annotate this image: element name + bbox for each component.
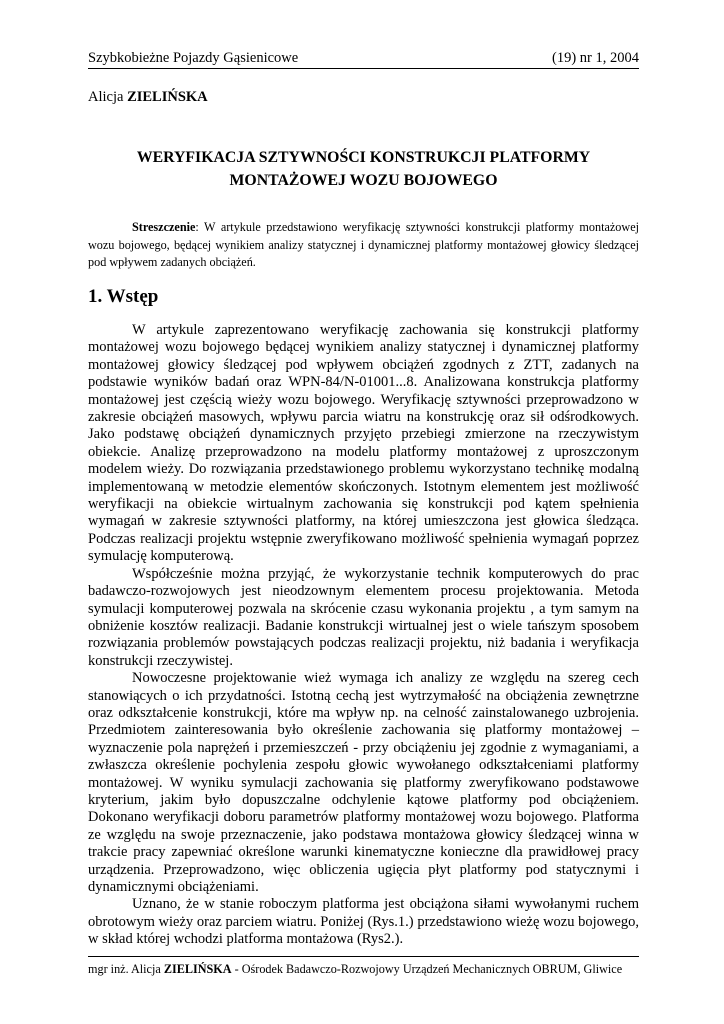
- issue-number: (19) nr 1, 2004: [552, 50, 639, 66]
- section-heading: 1. Wstęp: [88, 286, 159, 307]
- abstract-text: : W artykule przedstawiono weryfikację sztywności konstrukcji platformy montażowej wozu bojowego, będącej wynikiem analizy statycznej i dynamicznej platformy montażowej głowicy śledzącej pod wpływem zadanych obciążeń.: [88, 220, 639, 269]
- abstract-label: Streszczenie: [132, 220, 196, 234]
- footnote-affiliation: - Ośrodek Badawczo-Rozwojowy Urządzeń Mechanicznych OBRUM, Gliwice: [234, 962, 623, 976]
- abstract: [88, 219, 639, 272]
- footnote: [88, 956, 639, 977]
- author-last-name: ZIELIŃSKA: [127, 89, 208, 105]
- journal-name: Szybkobieżne Pojazdy Gąsienicowe: [88, 50, 299, 66]
- title-line-2: MONTAŻOWEJ WOZU BOJOWEGO: [229, 172, 498, 189]
- paragraph: Uznano, że w stanie roboczym platforma jest obciążona siłami wywołanymi ruchem obrotowym wieży oraz parciem wiatru. Poniżej (Rys.1.) przedstawiono wieżę wozu bojowego, w skład której wchodzi platforma montażowa (Rys2.).: [88, 896, 639, 948]
- footnote-prefix: mgr inż. Alicja: [88, 962, 161, 976]
- paragraph: Nowoczesne projektowanie wież wymaga ich analizy ze względu na szereg cech stanowiących o ich przydatności. Istotną cechą jest wytrzymałość na obciążenia zewnętrzne oraz odkształcenie konstrukcji, które ma wpływ np. na celność zainstalowanego uzbrojenia. Przedmiotem zainteresowania było określenie zachowania się platformy montażowej – wyznaczenie pola naprężeń i przemieszczeń - przy obciążeniu jej zgodnie z wymaganiami, a zwłaszcza określenie pochylenia zespołu głowic wywołanego odkształceniami platformy montażowej. W wyniku symulacji zachowania się platformy zweryfikowano podstawowe kryterium, jakim było dopuszczalne odchylenie kątowe platformy pod obciążeniem. Dokonano weryfikacji doboru parametrów platformy montażowej wozu bojowego. Platforma ze względu na swoje przeznaczenie, jako podstawa montażowa głowicy śledzącej winna w trakcie pracy zapewniać określone warunki kinematyczne konieczne dla prawidłowej pracy urządzenia. Przeprowadzono, więc obliczenia ugięcia płyt platformy pod statycznymi i dynamicznymi obciążeniami.: [88, 670, 639, 895]
- paragraph: W artykule zaprezentowano weryfikację zachowania się konstrukcji platformy montażowej wozu bojowego będącej wynikiem analizy statycznej i dynamicznej platformy montażowej głowicy śledzącej pod wpływem obciążeń zgodnych z ZTT, zadanych na podstawie wyników badań oraz WPN-84/N-01001...8. Analizowana konstrukcja platformy montażowej jest częścią wieży wozu bojowego. Weryfikację sztywności przeprowadzono w zakresie obciążeń masowych, wpływu parcia wiatru na konstrukcję oraz sił odśrodkowych. Jako podstawę obciążeń dynamicznych przyjęto przebiegi zmierzone na rzeczywistym obiekcie. Analizę przeprowadzono na modelu platformy montażowej z uproszczonym modelem wieży. Do rozwiązania przedstawionego problemu wykorzystano technikę modalną implementowaną w metodzie elementów skończonych. Istotnym elementem jest możliwość weryfikacji na obiekcie wirtualnym zachowania się konstrukcji pod kątem spełnienia wymagań w zakresie sztywności platformy, na której umieszczona jest głowica śledząca. Podczas realizacji projektu wstępnie zweryfikowano możliwość spełnienia wymagań poprzez symulację komputerową.: [88, 322, 639, 565]
- author-line: [88, 89, 208, 106]
- title-line-1: WERYFIKACJA SZTYWNOŚCI KONSTRUKCJI PLATFORMY: [136, 149, 591, 166]
- paper-title: [88, 146, 639, 192]
- paragraph: Współcześnie można przyjąć, że wykorzystanie technik komputerowych do prac badawczo-rozwojowych jest nieodzownym elementem procesu projektowania. Metoda symulacji komputerowej pozwala na skrócenie czasu wykonania projektu , a tym samym na obniżenie kosztów realizacji. Badanie konstrukcji wirtualnej jest o wiele tańszym sposobem rozwiązania problemów powstających podczas realizacji projektu, niż badania i weryfikacja konstrukcji rzeczywistej.: [88, 565, 639, 669]
- footnote-author-name: ZIELIŃSKA: [163, 962, 232, 976]
- author-first-name: Alicja: [88, 89, 124, 105]
- body-text: [88, 322, 639, 949]
- running-header: [88, 48, 639, 69]
